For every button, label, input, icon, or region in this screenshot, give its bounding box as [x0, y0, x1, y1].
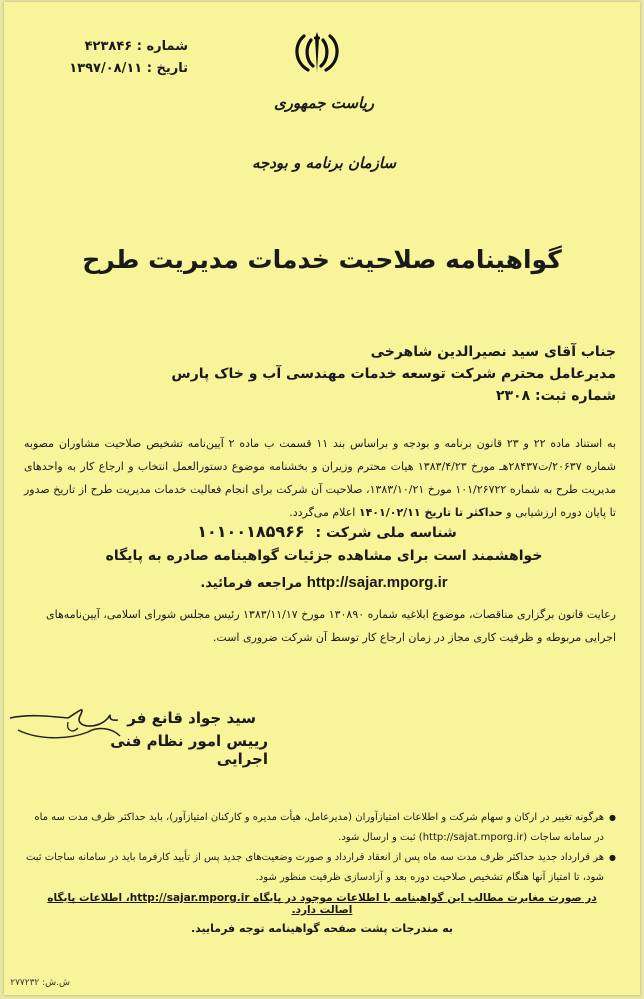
organization-presidency: ریاست جمهوری	[273, 94, 375, 112]
sajar-link[interactable]: http://sajar.mporg.ir	[306, 574, 448, 591]
certificate-body	[24, 432, 616, 524]
signatory-title: رییس امور نظام فنی اجرایی	[110, 732, 268, 768]
addressee	[56, 341, 616, 407]
national-id-line	[64, 522, 584, 541]
body-text-1: به استناد ماده ۲۲ و ۲۳ قانون برنامه و بودجه و براساس بند ۱۱ قسمت ب ماده ۲ آیین‌نامه تشخیص صلاحیت مشاوران مصوبه شماره ۲۰۶۳۷/ت۲۸۴۳۷هـ مورخ ۱۳۸۳/۴/۲۳ هیات محترم وزیران و بخشنامه موضوع دستورالعمل انتخاب و ارجاع کار به واحدهای مدیریت طرح به شماره ۱۰۱/۲۶۷۲۲ مورخ ۱۳۸۳/۱۰/۲۱، صلاحیت آن شرکت برای انجام فعالیت خدمات مدیریت طرح از تاریخ صدور تا پایان دوره ارزشیابی و	[24, 437, 617, 519]
national-id-label: شناسه ملی شرکت :	[315, 525, 457, 541]
document-meta	[28, 36, 188, 80]
footer-code: ش.ش: ۲۷۷۲۳۲	[10, 978, 70, 988]
notice-line-2: http://sajar.mporg.ir مراجعه فرمائید.	[200, 574, 448, 591]
back-page-note: به مندرجات پشت صفحه گواهینامه توجه فرمایید.	[190, 922, 454, 935]
organization-plan-budget: سازمان برنامه و بودجه	[251, 154, 397, 172]
addressee-position: مدیرعامل محترم شرکت توسعه خدمات مهندسی آب و خاک پارس	[171, 366, 616, 382]
iran-emblem-icon	[290, 28, 344, 76]
notes-list	[24, 808, 616, 888]
authenticity-warning: در صورت مغایرت مطالب این گواهینامه با اطلاعات موجود در پایگاه http://sajar.mporg.ir، اطلاعات پایگاه اصالت دارد.	[47, 892, 597, 916]
document-date: تاریخ : ۱۳۹۷/۰۸/۱۱	[69, 61, 188, 76]
addressee-name: جناب آقای سید نصیرالدین شاهرخی	[370, 344, 616, 360]
notice-line-1: خواهشمند است برای مشاهده جزئیات گواهینامه صادره به پایگاه	[105, 548, 543, 564]
signatory-name: سید جواد قانع فر	[127, 709, 256, 727]
certificate-title: گواهینامه صلاحیت خدمات مدیریت طرح	[82, 245, 562, 274]
certificate-page	[4, 2, 640, 995]
registration-number: شماره ثبت: ۲۳۰۸	[495, 388, 616, 404]
note-item: ● هرگونه تغییر در ارکان و سهام شرکت و اطلاعات امتیازآوران (مدیرعامل، هیأت مدیره و کارکنان امتیازآور)، باید حداکثر ظرف مدت سه ماه در سامانه ساجات (http://sajat.mporg.ir) ثبت و ارسال شود.	[24, 808, 616, 848]
document-number: شماره : ۴۲۳۸۴۶	[84, 39, 188, 54]
national-id-value: ۱۰۱۰۰۱۸۵۹۶۶	[197, 522, 305, 541]
body-text-2: اعلام می‌گردد.	[289, 506, 356, 519]
note-item: ● هر قرارداد جدید حداکثر ظرف مدت سه ماه پس از انعقاد قرارداد و صورت وضعیت‌های جدید پس از تأیید کارفرما باید در سامانه ساجات ثبت شود، تا امتیاز آنها هنگام تشخیص صلاحیت دوره بعد و آزادسازی ظرفیت منظور شود.	[24, 848, 616, 888]
compliance-rule: رعایت قانون برگزاری مناقصات، موضوع ابلاغیه شماره ۱۳۰۸۹۰ مورخ ۱۳۸۳/۱۱/۱۷ رئیس مجلس شورای اسلامی، آیین‌نامه‌های اجرایی مربوطه و ظرفیت کاری مجاز در زمان ارجاع کار توسط آن شرکت ضروری است.	[46, 608, 616, 644]
validity-date: حداکثر تا تاریخ ۱۴۰۱/۰۲/۱۱	[358, 506, 503, 519]
